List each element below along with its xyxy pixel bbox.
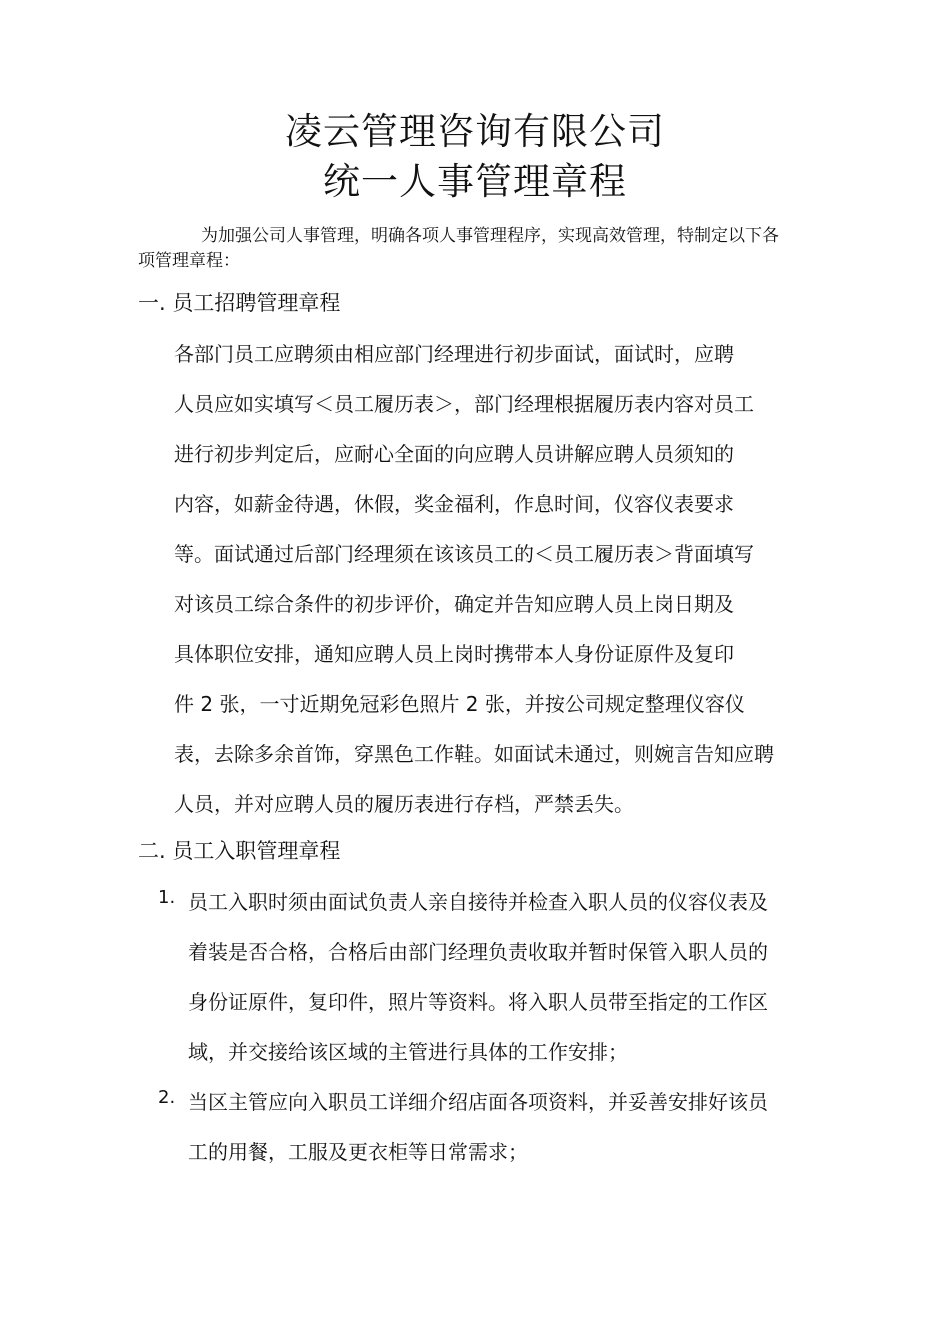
list-item-line: 域，并交接给该区域的主管进行具体的工作安排；: [188, 1040, 628, 1064]
paragraph-line: 各部门员工应聘须由相应部门经理进行初步面试，面试时，应聘: [174, 342, 734, 366]
paragraph-line: 等。面试通过后部门经理须在该该员工的＜员工履历表＞背面填写: [174, 542, 754, 566]
list-item-line: 身份证原件，复印件，照片等资料。将入职人员带至指定的工作区: [188, 990, 768, 1014]
list-item-line: 员工入职时须由面试负责人亲自接待并检查入职人员的仪容仪表及: [188, 890, 768, 914]
list-item-line: 当区主管应向入职员工详细介绍店面各项资料，并妥善安排好该员: [188, 1090, 768, 1114]
paragraph-line: 对该员工综合条件的初步评价，确定并告知应聘人员上岗日期及: [174, 592, 734, 616]
intro-line: 项管理章程：: [138, 251, 240, 271]
document-title-line1: 凌云管理咨询有限公司: [285, 110, 665, 153]
section-heading: 二. 员工入职管理章程: [138, 839, 341, 863]
section-heading: 一. 员工招聘管理章程: [138, 291, 341, 315]
intro-line: 为加强公司人事管理，明确各项人事管理程序，实现高效管理，特制定以下各: [201, 226, 779, 246]
paragraph-line: 件 2 张，一寸近期免冠彩色照片 2 张，并按公司规定整理仪容仪: [174, 692, 745, 716]
paragraph-line: 具体职位安排，通知应聘人员上岗时携带本人身份证原件及复印: [174, 642, 734, 666]
paragraph-line: 表，去除多余首饰，穿黑色工作鞋。如面试未通过，则婉言告知应聘: [174, 742, 774, 766]
list-item-line: 着装是否合格，合格后由部门经理负责收取并暂时保管入职人员的: [188, 940, 768, 964]
document-title-line2: 统一人事管理章程: [323, 160, 627, 203]
list-item-number: 2.: [158, 1087, 176, 1108]
paragraph-line: 人员，并对应聘人员的履历表进行存档，严禁丢失。: [174, 792, 634, 816]
paragraph-line: 进行初步判定后，应耐心全面的向应聘人员讲解应聘人员须知的: [174, 442, 734, 466]
paragraph-line: 人员应如实填写＜员工履历表＞，部门经理根据履历表内容对员工: [174, 392, 754, 416]
paragraph-line: 内容，如薪金待遇，休假，奖金福利，作息时间，仪容仪表要求: [174, 492, 734, 516]
list-item-number: 1.: [158, 887, 176, 908]
list-item-line: 工的用餐，工服及更衣柜等日常需求；: [188, 1140, 528, 1164]
